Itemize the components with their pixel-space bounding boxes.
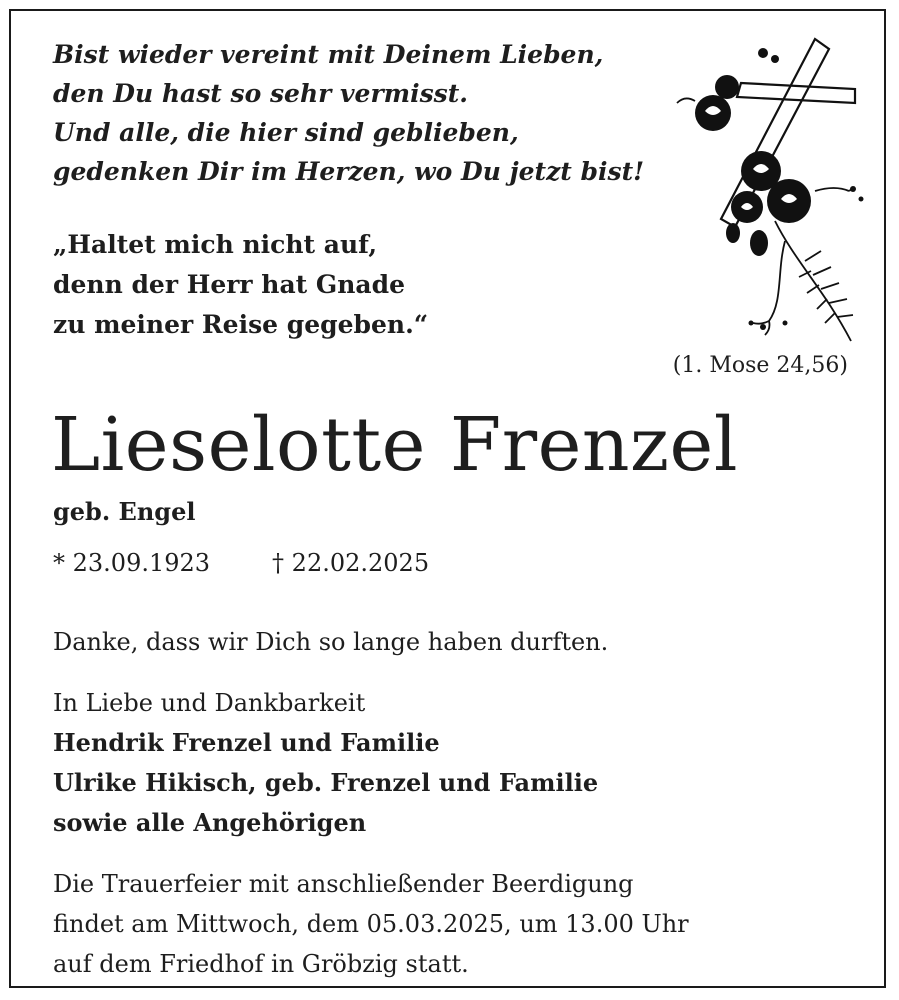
poem-line: den Du hast so sehr vermisst. bbox=[53, 79, 468, 108]
poem-line: Bist wieder vereint mit Deinem Lieben, bbox=[53, 40, 604, 69]
mourner-line: sowie alle Angehörigen bbox=[53, 808, 367, 837]
quote-source: (1. Mose 24,56) bbox=[672, 353, 848, 378]
bible-quote bbox=[53, 225, 553, 345]
mourners-intro: In Liebe und Dankbarkeit bbox=[53, 689, 366, 717]
poem-line: Und alle, die hier sind geblieben, bbox=[53, 118, 519, 147]
quote-line: denn der Herr hat Gnade bbox=[53, 270, 406, 299]
birth-date: * 23.09.1923 bbox=[53, 549, 211, 577]
birth-name: geb. Engel bbox=[53, 497, 196, 526]
thanks-line: Danke, dass wir Dich so lange haben durften. bbox=[53, 628, 609, 656]
life-dates bbox=[53, 546, 429, 580]
cross-with-roses-icon bbox=[665, 31, 875, 349]
funeral-line: auf dem Friedhof in Gröbzig statt. bbox=[53, 950, 469, 978]
obituary-frame bbox=[9, 9, 886, 988]
mourner-line: Hendrik Frenzel und Familie bbox=[53, 728, 440, 757]
poem bbox=[53, 35, 673, 191]
quote-line: zu meiner Reise gegeben.“ bbox=[53, 310, 429, 339]
funeral-line: findet am Mittwoch, dem 05.03.2025, um 13.00 Uhr bbox=[53, 910, 689, 938]
funeral-line: Die Trauerfeier mit anschließender Beerdigung bbox=[53, 870, 634, 898]
quote-line: „Haltet mich nicht auf, bbox=[53, 230, 378, 259]
poem-line: gedenken Dir im Herzen, wo Du jetzt bist! bbox=[53, 157, 645, 186]
death-date: † 22.02.2025 bbox=[272, 549, 430, 577]
mourners-block bbox=[53, 683, 598, 843]
funeral-info bbox=[53, 864, 689, 984]
deceased-name: Lieselotte Frenzel bbox=[51, 402, 738, 488]
mourner-line: Ulrike Hikisch, geb. Frenzel und Familie bbox=[53, 768, 599, 797]
